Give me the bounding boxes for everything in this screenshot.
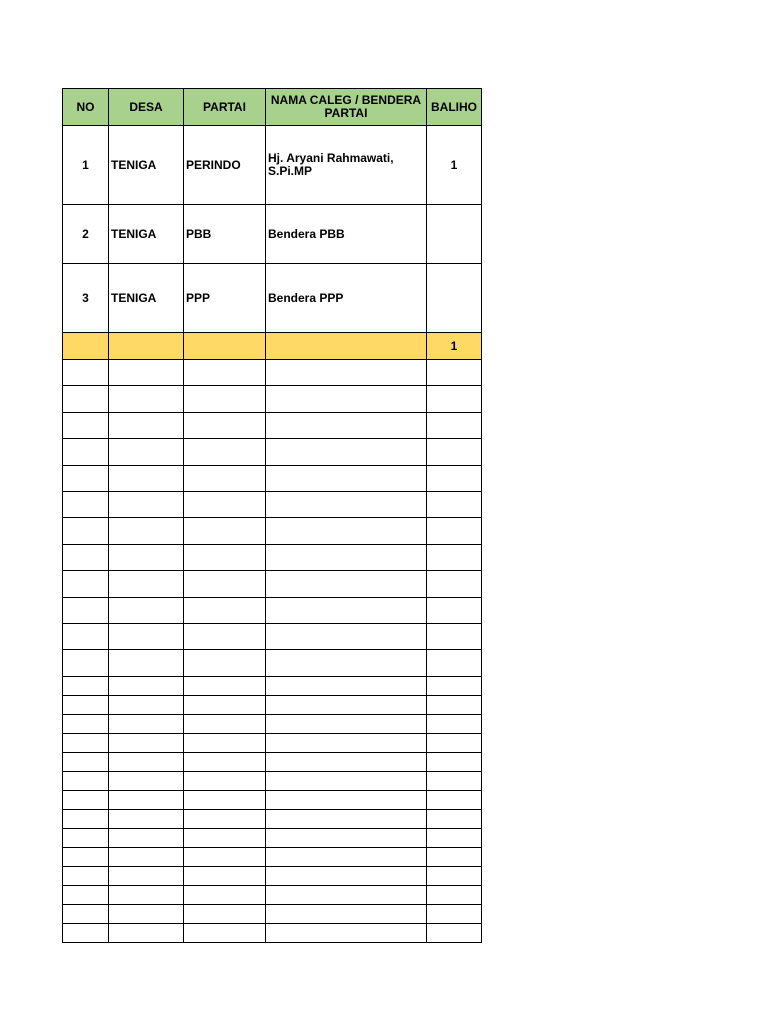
cell-no[interactable]: 3: [63, 264, 109, 333]
cell-empty[interactable]: [63, 923, 109, 942]
cell-empty[interactable]: [266, 439, 427, 465]
empty-row: [63, 360, 482, 386]
cell-baliho[interactable]: [427, 264, 482, 333]
cell-empty[interactable]: [63, 695, 109, 714]
cell-no[interactable]: 2: [63, 205, 109, 264]
cell-empty[interactable]: [184, 752, 266, 771]
cell-empty[interactable]: [109, 695, 184, 714]
cell-empty[interactable]: [63, 465, 109, 491]
header-row: [63, 89, 482, 126]
cell-empty[interactable]: [266, 885, 427, 904]
cell-empty[interactable]: [184, 518, 266, 544]
cell-empty[interactable]: [109, 866, 184, 885]
cell-desa[interactable]: TENIGA: [109, 264, 184, 333]
blank-rows: [63, 360, 482, 943]
cell-empty[interactable]: [427, 885, 482, 904]
empty-row: [63, 650, 482, 676]
empty-row: [63, 866, 482, 885]
cell-empty[interactable]: [184, 771, 266, 790]
table-row: [63, 264, 482, 333]
cell-partai[interactable]: PBB: [184, 205, 266, 264]
cell-empty[interactable]: [184, 650, 266, 676]
cell-empty[interactable]: [184, 386, 266, 412]
cell-empty[interactable]: [63, 904, 109, 923]
cell-empty[interactable]: [63, 623, 109, 649]
cell-empty[interactable]: [266, 360, 427, 386]
table-row: [63, 126, 482, 205]
cell-empty[interactable]: [184, 885, 266, 904]
cell-empty[interactable]: [427, 597, 482, 623]
cell-empty[interactable]: [109, 597, 184, 623]
empty-row: [63, 923, 482, 942]
empty-row: [63, 790, 482, 809]
cell-empty[interactable]: [184, 695, 266, 714]
cell-empty[interactable]: [184, 714, 266, 733]
cell-empty[interactable]: [184, 828, 266, 847]
cell-empty[interactable]: [427, 571, 482, 597]
cell-empty[interactable]: [63, 360, 109, 386]
empty-row: [63, 597, 482, 623]
cell-empty[interactable]: [63, 828, 109, 847]
cell-empty[interactable]: [266, 923, 427, 942]
cell-empty[interactable]: [427, 904, 482, 923]
cell-empty[interactable]: [109, 465, 184, 491]
cell-empty[interactable]: [427, 386, 482, 412]
cell-empty[interactable]: [427, 439, 482, 465]
empty-row: [63, 847, 482, 866]
cell-empty[interactable]: [184, 676, 266, 695]
cell-empty[interactable]: [266, 597, 427, 623]
cell-empty[interactable]: [109, 904, 184, 923]
cell-empty[interactable]: [184, 904, 266, 923]
cell-empty[interactable]: [266, 571, 427, 597]
cell-empty[interactable]: [266, 904, 427, 923]
cell-no[interactable]: 1: [63, 126, 109, 205]
cell-empty[interactable]: [63, 733, 109, 752]
empty-row: [63, 518, 482, 544]
cell-total-baliho[interactable]: 1: [427, 333, 482, 360]
cell-empty[interactable]: [184, 790, 266, 809]
cell-empty[interactable]: [184, 571, 266, 597]
empty-row: [63, 885, 482, 904]
cell-partai[interactable]: PPP: [184, 264, 266, 333]
cell-empty[interactable]: [109, 544, 184, 570]
cell-empty[interactable]: [266, 809, 427, 828]
cell-empty[interactable]: [427, 465, 482, 491]
cell-empty[interactable]: [109, 386, 184, 412]
table-row: [63, 205, 482, 264]
cell-empty[interactable]: [266, 733, 427, 752]
cell-empty[interactable]: [63, 752, 109, 771]
cell-empty[interactable]: [184, 923, 266, 942]
cell-empty[interactable]: [109, 771, 184, 790]
cell-empty[interactable]: [266, 544, 427, 570]
cell-empty[interactable]: [184, 333, 266, 360]
cell-empty[interactable]: [184, 491, 266, 517]
empty-row: [63, 491, 482, 517]
empty-row: [63, 623, 482, 649]
cell-empty[interactable]: [63, 790, 109, 809]
cell-empty[interactable]: [109, 752, 184, 771]
cell-empty[interactable]: [266, 386, 427, 412]
cell-empty[interactable]: [109, 676, 184, 695]
cell-empty[interactable]: [427, 809, 482, 828]
cell-empty[interactable]: [63, 714, 109, 733]
empty-row: [63, 904, 482, 923]
cell-empty[interactable]: [266, 866, 427, 885]
cell-empty[interactable]: [109, 360, 184, 386]
cell-empty[interactable]: [109, 650, 184, 676]
cell-empty[interactable]: [266, 465, 427, 491]
cell-empty[interactable]: [427, 828, 482, 847]
cell-empty[interactable]: [184, 733, 266, 752]
cell-empty[interactable]: [184, 439, 266, 465]
header-baliho[interactable]: BALIHO: [427, 89, 482, 126]
empty-row: [63, 386, 482, 412]
cell-empty[interactable]: [109, 491, 184, 517]
cell-empty[interactable]: [63, 491, 109, 517]
cell-empty[interactable]: [266, 491, 427, 517]
header-desa[interactable]: DESA: [109, 89, 184, 126]
cell-empty[interactable]: [266, 790, 427, 809]
cell-empty[interactable]: [266, 752, 427, 771]
cell-empty[interactable]: [427, 923, 482, 942]
header-no[interactable]: NO: [63, 89, 109, 126]
cell-empty[interactable]: [63, 676, 109, 695]
cell-empty[interactable]: [63, 386, 109, 412]
cell-empty[interactable]: [427, 650, 482, 676]
cell-empty[interactable]: [427, 866, 482, 885]
empty-row: [63, 733, 482, 752]
empty-row: [63, 465, 482, 491]
cell-empty[interactable]: [109, 571, 184, 597]
cell-empty[interactable]: [427, 790, 482, 809]
cell-nama[interactable]: Bendera PBB: [266, 205, 427, 264]
cell-empty[interactable]: [427, 544, 482, 570]
cell-baliho[interactable]: 1: [427, 126, 482, 205]
cell-empty[interactable]: [63, 809, 109, 828]
baliho-table: [62, 88, 482, 943]
cell-empty[interactable]: [109, 885, 184, 904]
cell-empty[interactable]: [184, 809, 266, 828]
cell-empty[interactable]: [184, 597, 266, 623]
cell-empty[interactable]: [109, 809, 184, 828]
cell-empty[interactable]: [109, 518, 184, 544]
cell-empty[interactable]: [427, 733, 482, 752]
cell-empty[interactable]: [63, 412, 109, 438]
empty-row: [63, 809, 482, 828]
cell-empty[interactable]: [266, 650, 427, 676]
cell-empty[interactable]: [184, 465, 266, 491]
cell-empty[interactable]: [109, 714, 184, 733]
cell-empty[interactable]: [266, 412, 427, 438]
cell-empty[interactable]: [109, 333, 184, 360]
empty-row: [63, 828, 482, 847]
cell-nama[interactable]: Bendera PPP: [266, 264, 427, 333]
cell-empty[interactable]: [266, 676, 427, 695]
cell-empty[interactable]: [63, 544, 109, 570]
cell-empty[interactable]: [266, 771, 427, 790]
cell-empty[interactable]: [63, 518, 109, 544]
cell-empty[interactable]: [109, 733, 184, 752]
empty-row: [63, 412, 482, 438]
cell-empty[interactable]: [109, 828, 184, 847]
cell-empty[interactable]: [63, 847, 109, 866]
empty-row: [63, 439, 482, 465]
cell-empty[interactable]: [63, 771, 109, 790]
cell-empty[interactable]: [63, 866, 109, 885]
cell-empty[interactable]: [109, 623, 184, 649]
cell-empty[interactable]: [427, 676, 482, 695]
cell-empty[interactable]: [266, 847, 427, 866]
cell-baliho[interactable]: [427, 205, 482, 264]
cell-empty[interactable]: [63, 650, 109, 676]
cell-empty[interactable]: [184, 623, 266, 649]
cell-empty[interactable]: [184, 544, 266, 570]
cell-empty[interactable]: [63, 597, 109, 623]
empty-row: [63, 771, 482, 790]
cell-empty[interactable]: [427, 752, 482, 771]
cell-desa[interactable]: TENIGA: [109, 126, 184, 205]
empty-row: [63, 752, 482, 771]
cell-empty[interactable]: [109, 412, 184, 438]
cell-empty[interactable]: [427, 518, 482, 544]
header-partai[interactable]: PARTAI: [184, 89, 266, 126]
cell-empty[interactable]: [63, 571, 109, 597]
cell-empty[interactable]: [427, 412, 482, 438]
cell-empty[interactable]: [184, 866, 266, 885]
cell-partai[interactable]: PERINDO: [184, 126, 266, 205]
empty-row: [63, 676, 482, 695]
cell-desa[interactable]: TENIGA: [109, 205, 184, 264]
cell-empty[interactable]: [427, 847, 482, 866]
cell-empty[interactable]: [266, 695, 427, 714]
cell-empty[interactable]: [266, 714, 427, 733]
cell-empty[interactable]: [109, 923, 184, 942]
total-row: [63, 333, 482, 360]
cell-empty[interactable]: [266, 333, 427, 360]
cell-empty[interactable]: [184, 847, 266, 866]
empty-row: [63, 714, 482, 733]
cell-empty[interactable]: [109, 847, 184, 866]
empty-row: [63, 695, 482, 714]
empty-row: [63, 571, 482, 597]
cell-empty[interactable]: [184, 360, 266, 386]
cell-empty[interactable]: [427, 714, 482, 733]
cell-empty[interactable]: [184, 412, 266, 438]
cell-empty[interactable]: [427, 360, 482, 386]
cell-empty[interactable]: [266, 828, 427, 847]
cell-empty[interactable]: [109, 439, 184, 465]
cell-empty[interactable]: [427, 771, 482, 790]
cell-empty[interactable]: [427, 623, 482, 649]
cell-empty[interactable]: [266, 518, 427, 544]
cell-empty[interactable]: [63, 885, 109, 904]
cell-empty[interactable]: [266, 623, 427, 649]
cell-empty[interactable]: [427, 695, 482, 714]
empty-row: [63, 544, 482, 570]
cell-empty[interactable]: [63, 439, 109, 465]
header-nama[interactable]: NAMA CALEG / BENDERA PARTAI: [266, 89, 427, 126]
cell-empty[interactable]: [63, 333, 109, 360]
cell-empty[interactable]: [109, 790, 184, 809]
cell-nama[interactable]: Hj. Aryani Rahmawati, S.Pi.MP: [266, 126, 427, 205]
cell-empty[interactable]: [427, 491, 482, 517]
